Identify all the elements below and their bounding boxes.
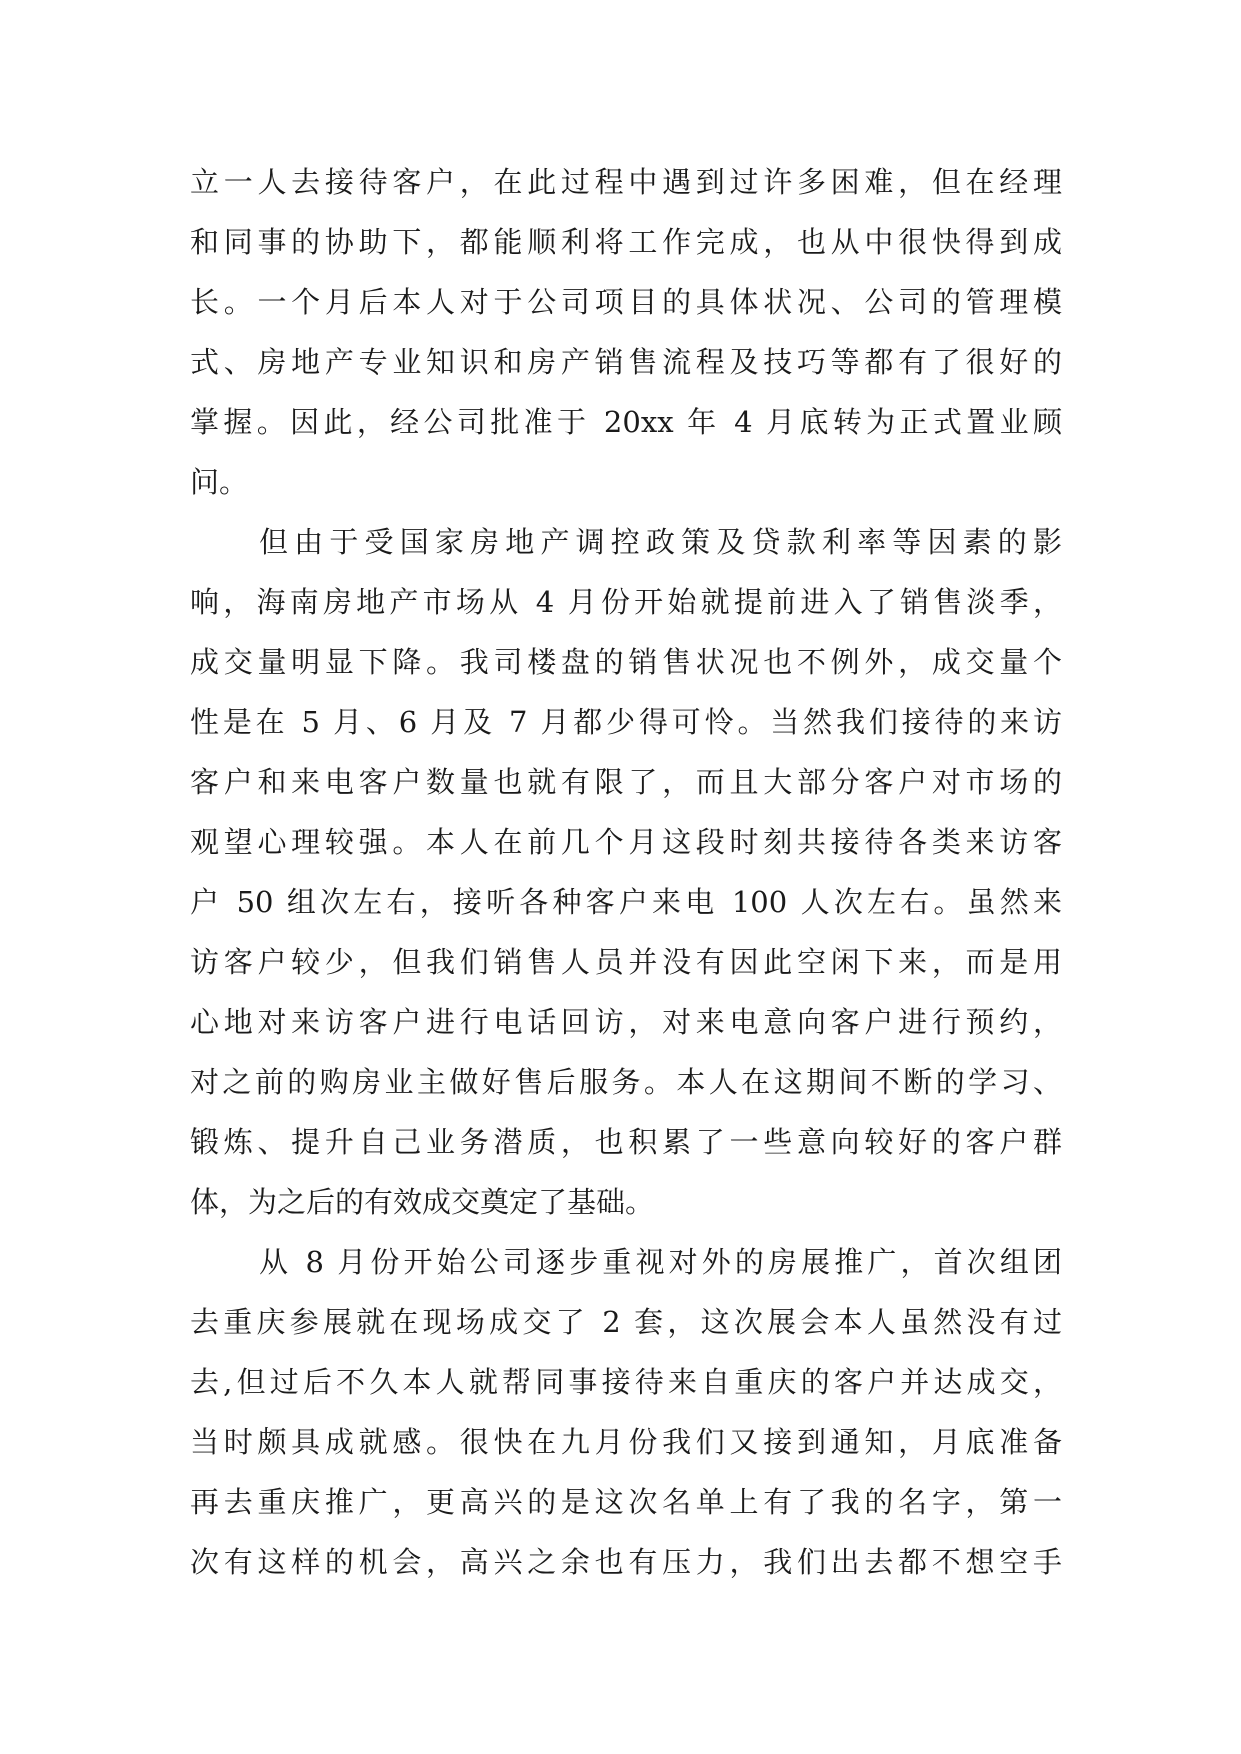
text-line: 从 8 月份开始公司逐步重视对外的房展推广，首次组团 bbox=[259, 1245, 1062, 1279]
text-line: 观望心理较强。本人在前几个月这段时刻共接待各类来访客 bbox=[190, 825, 1062, 859]
text-line: 访客户较少，但我们销售人员并没有因此空闲下来，而是用 bbox=[190, 945, 1062, 979]
text-line: 式、房地产专业知识和房产销售流程及技巧等都有了很好的 bbox=[190, 345, 1062, 379]
text-line: 去重庆参展就在现场成交了 2 套，这次展会本人虽然没有过 bbox=[190, 1305, 1062, 1339]
text-line: 锻炼、提升自己业务潜质，也积累了一些意向较好的客户群 bbox=[190, 1125, 1062, 1159]
paragraph-1 bbox=[190, 152, 1062, 512]
text-line: 问。 bbox=[190, 465, 249, 499]
text-line: 再去重庆推广，更高兴的是这次名单上有了我的名字，第一 bbox=[190, 1485, 1062, 1519]
document-body bbox=[190, 152, 1062, 1592]
text-line: 响，海南房地产市场从 4 月份开始就提前进入了销售淡季， bbox=[190, 585, 1062, 619]
text-line: 心地对来访客户进行电话回访，对来电意向客户进行预约， bbox=[190, 1005, 1062, 1039]
text-line: 成交量明显下降。我司楼盘的销售状况也不例外，成交量个 bbox=[190, 645, 1062, 679]
text-line: 性是在 5 月、6 月及 7 月都少得可怜。当然我们接待的来访 bbox=[190, 705, 1062, 739]
paragraph-2 bbox=[190, 512, 1062, 1232]
text-line: 和同事的协助下，都能顺利将工作完成，也从中很快得到成 bbox=[190, 225, 1062, 259]
paragraph-3 bbox=[190, 1232, 1062, 1592]
text-line: 次有这样的机会，高兴之余也有压力，我们出去都不想空手 bbox=[190, 1545, 1062, 1579]
text-line: 体，为之后的有效成交奠定了基础。 bbox=[190, 1185, 655, 1219]
text-line: 立一人去接待客户，在此过程中遇到过许多困难，但在经理 bbox=[190, 165, 1062, 199]
text-line: 但由于受国家房地产调控政策及贷款利率等因素的影 bbox=[259, 525, 1062, 559]
text-line: 对之前的购房业主做好售后服务。本人在这期间不断的学习、 bbox=[190, 1065, 1062, 1099]
text-line: 掌握。因此，经公司批准于 20xx 年 4 月底转为正式置业顾 bbox=[190, 405, 1062, 439]
text-line: 长。一个月后本人对于公司项目的具体状况、公司的管理模 bbox=[190, 285, 1062, 319]
text-line: 客户和来电客户数量也就有限了，而且大部分客户对市场的 bbox=[190, 765, 1062, 799]
text-line: 当时颇具成就感。很快在九月份我们又接到通知，月底准备 bbox=[190, 1425, 1062, 1459]
text-line: 去,但过后不久本人就帮同事接待来自重庆的客户并达成交， bbox=[190, 1365, 1062, 1399]
text-line: 户 50 组次左右，接听各种客户来电 100 人次左右。虽然来 bbox=[190, 885, 1062, 919]
